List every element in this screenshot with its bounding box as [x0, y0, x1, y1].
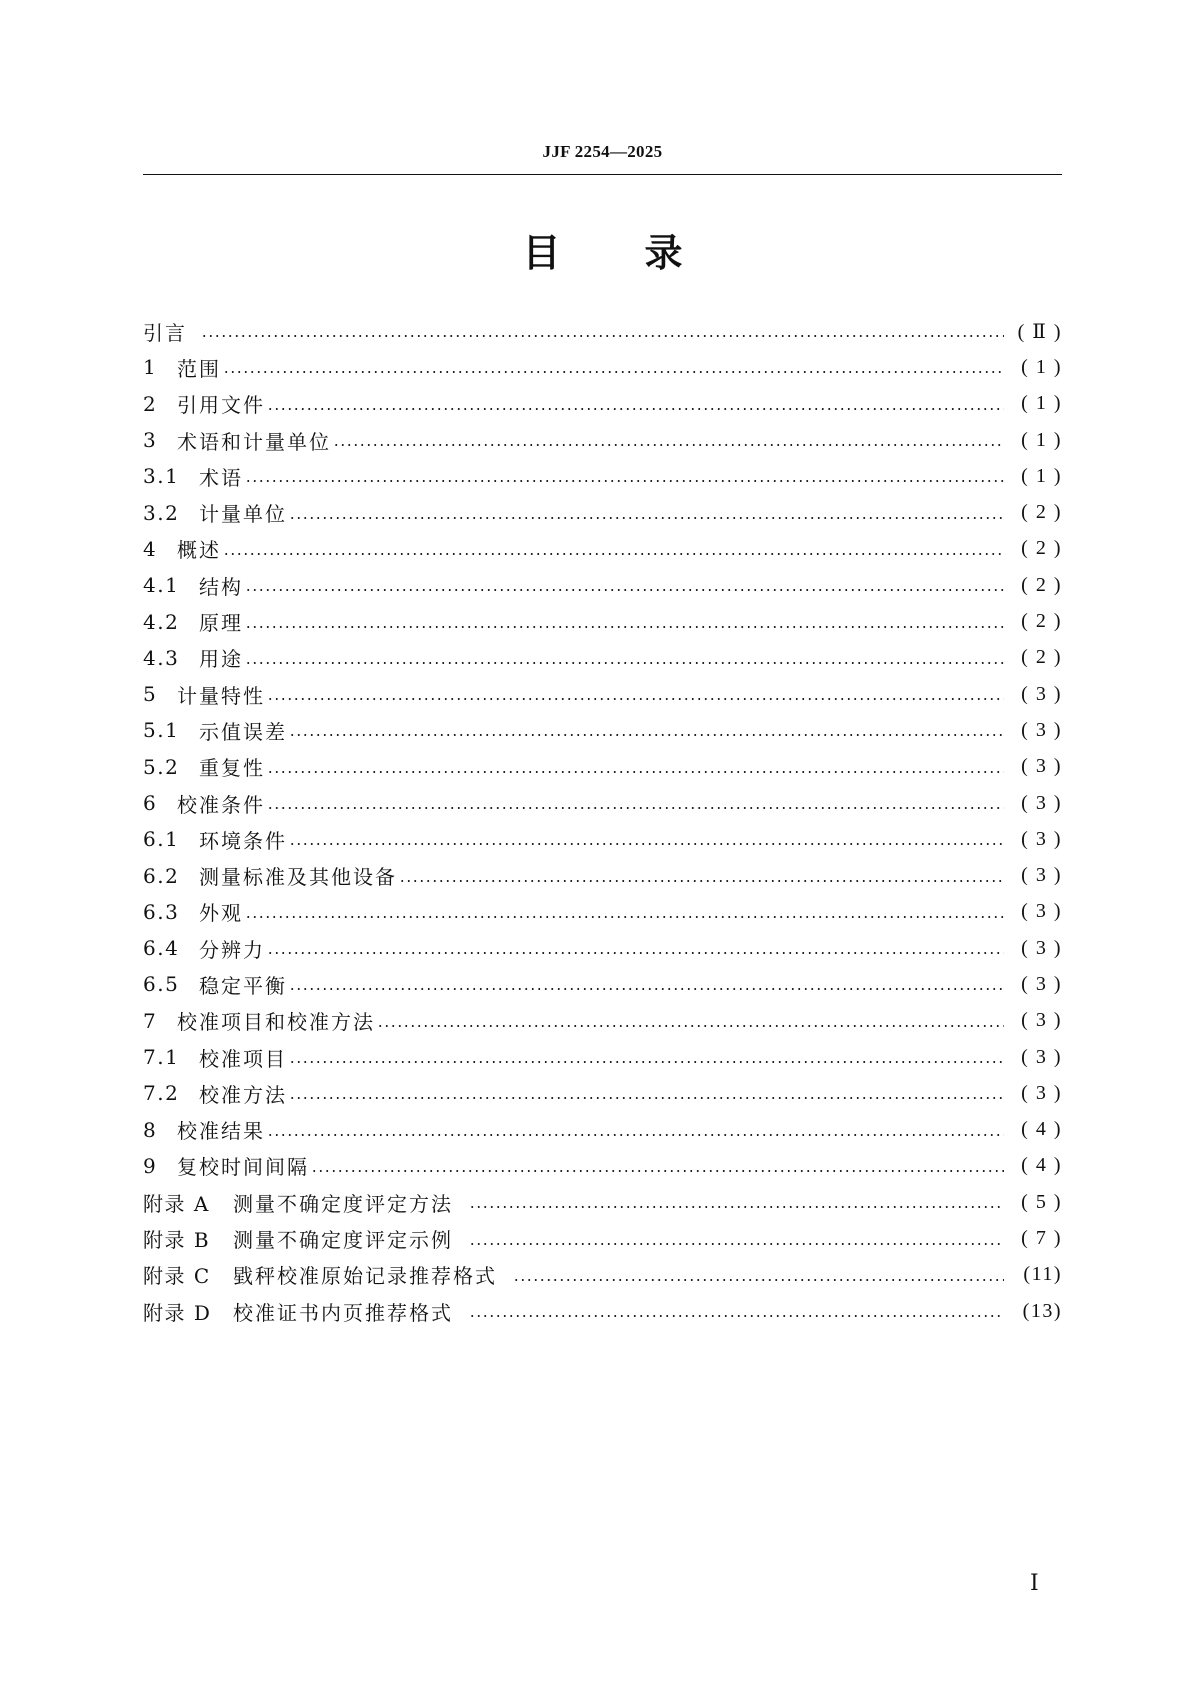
toc-dot-leader — [245, 626, 1004, 628]
toc-dot-leader — [469, 1243, 1004, 1245]
toc-entry-label: 计量特性 — [177, 683, 265, 708]
toc-dot-leader — [289, 517, 1004, 519]
toc-entry-label: 校准方法 — [199, 1082, 287, 1107]
toc-entry-page: ( 4 ) — [1021, 1154, 1062, 1177]
toc-entry-page: ( 7 ) — [1021, 1227, 1062, 1250]
toc-dot-leader — [513, 1279, 1004, 1281]
toc-entry-label: 计量单位 — [199, 502, 287, 527]
toc-entry-number: 附录 A — [143, 1191, 210, 1216]
toc-entry-label: 重复性 — [199, 756, 265, 781]
toc-entry-page: ( 3 ) — [1021, 864, 1062, 887]
toc-entry-page: ( 3 ) — [1021, 1009, 1062, 1032]
toc-entry[interactable] — [143, 422, 1062, 458]
toc-dot-leader — [245, 662, 1004, 664]
toc-entry-label: 术语 — [199, 465, 243, 490]
toc-entry[interactable] — [143, 857, 1062, 893]
toc-entry-number: 5.1 — [143, 718, 180, 743]
toc-entry-label: 概述 — [177, 538, 221, 563]
toc-entry-number: 7.2 — [143, 1081, 180, 1106]
toc-entry[interactable] — [143, 313, 1062, 349]
toc-entry[interactable] — [143, 386, 1062, 422]
toc-dot-leader — [289, 734, 1004, 736]
toc-entry-page: ( 3 ) — [1021, 791, 1062, 814]
toc-entry[interactable] — [143, 1184, 1062, 1220]
toc-entry[interactable] — [143, 712, 1062, 748]
toc-entry-number: 6.2 — [143, 863, 180, 888]
toc-entry-number: 4.1 — [143, 573, 180, 598]
toc-entry-label: 分辨力 — [199, 937, 265, 962]
toc-entry-label: 范围 — [177, 356, 221, 381]
toc-title-char-2: 录 — [644, 231, 683, 275]
toc-entry-page: ( 3 ) — [1021, 718, 1062, 741]
toc-dot-leader — [469, 1315, 1004, 1317]
toc-entry-label: 测量不确定度评定示例 — [233, 1228, 453, 1253]
toc-entry-page: ( 1 ) — [1021, 428, 1062, 451]
toc-entry-label: 术语和计量单位 — [177, 429, 331, 454]
toc-entry-number: 4.2 — [143, 609, 180, 634]
toc-dot-leader — [289, 1061, 1004, 1063]
toc-entry[interactable] — [143, 1293, 1062, 1329]
toc-entry-number: 7 — [143, 1008, 158, 1033]
toc-entry[interactable] — [143, 1075, 1062, 1111]
toc-entry-number: 3 — [143, 428, 158, 453]
toc-dot-leader — [267, 1134, 1004, 1136]
toc-entry-label: 校准证书内页推荐格式 — [233, 1300, 453, 1325]
toc-entry[interactable] — [143, 749, 1062, 785]
toc-dot-leader — [223, 371, 1004, 373]
toc-entry[interactable] — [143, 821, 1062, 857]
toc-title — [143, 226, 1062, 280]
toc-dot-leader — [267, 698, 1004, 700]
toc-entry[interactable] — [143, 1257, 1062, 1293]
toc-entry-page: ( 3 ) — [1021, 827, 1062, 850]
toc-entry-number: 3.1 — [143, 464, 180, 489]
toc-dot-leader — [469, 1206, 1004, 1208]
toc-dot-leader — [399, 880, 1004, 882]
toc-entry-page: ( Ⅱ ) — [1017, 320, 1062, 343]
toc-entry[interactable] — [143, 1220, 1062, 1256]
toc-dot-leader — [289, 843, 1004, 845]
toc-entry-page: (13) — [1022, 1299, 1062, 1322]
toc-entry-label: 复校时间间隔 — [177, 1155, 309, 1180]
toc-entry[interactable] — [143, 1112, 1062, 1148]
toc-entry-label: 用途 — [199, 647, 243, 672]
toc-entry-label: 校准条件 — [177, 792, 265, 817]
toc-entry[interactable] — [143, 567, 1062, 603]
toc-entry-page: ( 4 ) — [1021, 1118, 1062, 1141]
toc-entry-number: 9 — [143, 1153, 158, 1178]
toc-entry-label: 原理 — [199, 611, 243, 636]
toc-dot-leader — [267, 952, 1004, 954]
toc-dot-leader — [201, 335, 1004, 337]
toc-entry[interactable] — [143, 1039, 1062, 1075]
toc-entry-number: 附录 C — [143, 1264, 211, 1289]
toc-entry-page: ( 3 ) — [1021, 682, 1062, 705]
toc-entry-label: 引用文件 — [177, 393, 265, 418]
toc-entry[interactable] — [143, 349, 1062, 385]
toc-dot-leader — [223, 553, 1004, 555]
toc-entry-number: 4.3 — [143, 645, 180, 670]
toc-entry-page: ( 2 ) — [1021, 646, 1062, 669]
toc-entry-page: ( 3 ) — [1021, 900, 1062, 923]
toc-entry[interactable] — [143, 894, 1062, 930]
toc-entry-number: 6.4 — [143, 936, 180, 961]
toc-entry-number: 1 — [143, 355, 158, 380]
toc-entry-label: 引言 — [143, 320, 187, 345]
toc-entry-page: ( 3 ) — [1021, 1081, 1062, 1104]
toc-dot-leader — [333, 444, 1004, 446]
toc-entry-number: 附录 D — [143, 1300, 212, 1325]
toc-entry-number: 7.1 — [143, 1045, 180, 1070]
toc-entry-page: ( 2 ) — [1021, 610, 1062, 633]
toc-entry[interactable] — [143, 676, 1062, 712]
toc-entry-number: 3.2 — [143, 500, 180, 525]
toc-entry[interactable] — [143, 603, 1062, 639]
toc-entry-label: 校准项目和校准方法 — [177, 1010, 375, 1035]
toc-entry-page: ( 1 ) — [1021, 392, 1062, 415]
page-number: Ⅰ — [1030, 1570, 1039, 1595]
toc-dot-leader — [245, 916, 1004, 918]
toc-dot-leader — [267, 807, 1004, 809]
toc-entry[interactable] — [143, 494, 1062, 530]
toc-entry-number: 4 — [143, 536, 158, 561]
toc-entry-number: 5.2 — [143, 754, 180, 779]
toc-entry-page: ( 3 ) — [1021, 755, 1062, 778]
toc-entry-number: 6.3 — [143, 899, 180, 924]
toc-entry-number: 6.5 — [143, 972, 180, 997]
toc-entry-number: 2 — [143, 391, 158, 416]
toc-entry-label: 环境条件 — [199, 828, 287, 853]
toc-entry[interactable] — [143, 1148, 1062, 1184]
header-rule — [143, 174, 1062, 175]
toc-entry-number: 6.1 — [143, 827, 180, 852]
toc-entry-label: 示值误差 — [199, 719, 287, 744]
toc-entry-page: ( 1 ) — [1021, 355, 1062, 378]
toc-entry-label: 测量标准及其他设备 — [199, 865, 397, 890]
toc-entry-page: ( 3 ) — [1021, 936, 1062, 959]
toc-entry-page: ( 2 ) — [1021, 537, 1062, 560]
toc-dot-leader — [289, 988, 1004, 990]
toc-entry[interactable] — [143, 1003, 1062, 1039]
toc-entry[interactable] — [143, 531, 1062, 567]
toc-list — [143, 313, 1062, 1329]
toc-entry-page: (11) — [1023, 1263, 1062, 1286]
toc-entry-page: ( 3 ) — [1021, 972, 1062, 995]
standard-code: JJF 2254—2025 — [542, 142, 663, 161]
toc-entry-label: 外观 — [199, 901, 243, 926]
toc-entry-label: 结构 — [199, 574, 243, 599]
toc-dot-leader — [289, 1097, 1004, 1099]
toc-entry-label: 校准结果 — [177, 1119, 265, 1144]
toc-entry-label: 戥秤校准原始记录推荐格式 — [233, 1264, 497, 1289]
toc-entry[interactable] — [143, 930, 1062, 966]
toc-entry[interactable] — [143, 966, 1062, 1002]
toc-dot-leader — [267, 408, 1004, 410]
toc-entry-label: 测量不确定度评定方法 — [233, 1191, 453, 1216]
toc-entry-page: ( 2 ) — [1021, 573, 1062, 596]
toc-entry-number: 6 — [143, 791, 158, 815]
toc-entry-page: ( 1 ) — [1021, 464, 1062, 487]
toc-entry-number: 8 — [143, 1117, 158, 1142]
toc-entry[interactable] — [143, 785, 1062, 821]
toc-entry-page: ( 5 ) — [1021, 1190, 1062, 1213]
toc-entry-label: 稳定平衡 — [199, 973, 287, 998]
toc-entry-label: 校准项目 — [199, 1046, 287, 1071]
toc-dot-leader — [377, 1025, 1004, 1027]
toc-entry[interactable] — [143, 458, 1062, 494]
toc-dot-leader — [245, 589, 1004, 591]
toc-entry-number: 5 — [143, 682, 158, 707]
toc-entry-page: ( 3 ) — [1021, 1045, 1062, 1068]
toc-dot-leader — [267, 771, 1004, 773]
toc-title-char-1: 目 — [522, 231, 561, 275]
toc-entry[interactable] — [143, 640, 1062, 676]
toc-dot-leader — [245, 480, 1004, 482]
toc-entry-number: 附录 B — [143, 1228, 211, 1253]
toc-entry-page: ( 2 ) — [1021, 501, 1062, 524]
toc-dot-leader — [311, 1170, 1004, 1172]
